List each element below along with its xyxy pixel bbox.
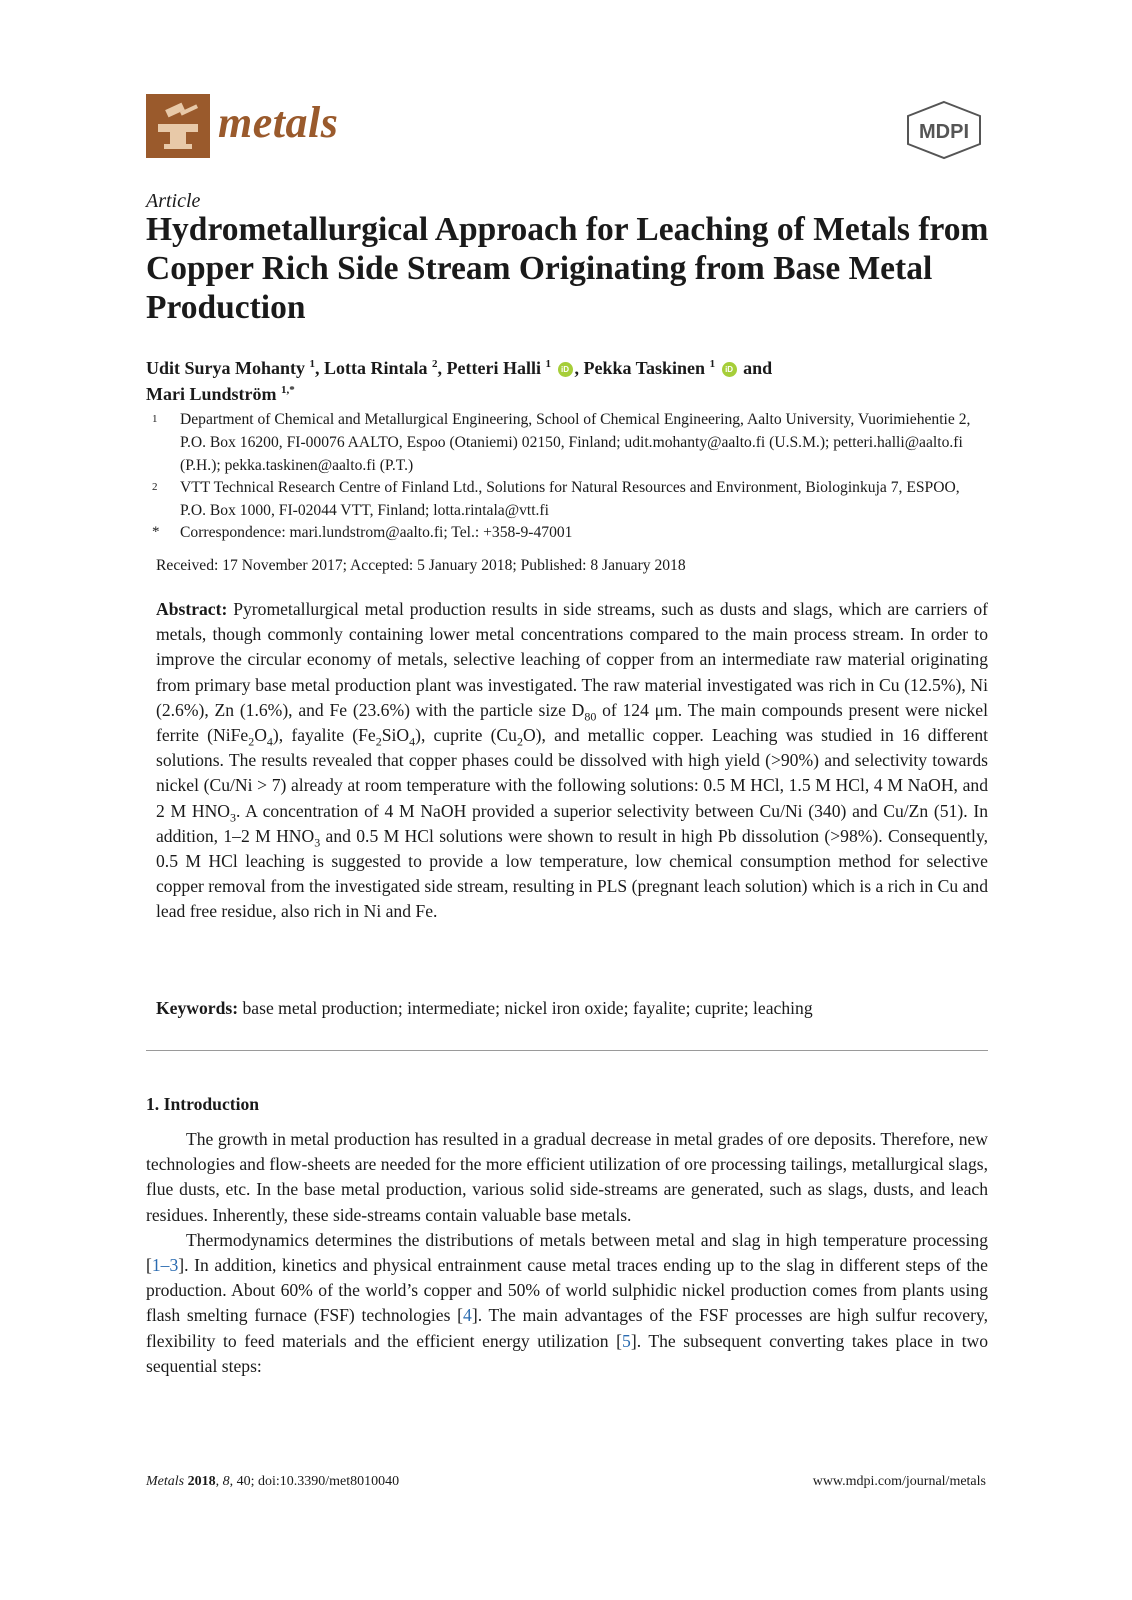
affiliation-text: Department of Chemical and Metallurgical Engineering, School of Chemical Engineering, Aalto University, Vuorimiehentie 2, P.O. Box 16200, FI-00076 AALTO, Espoo (Otaniemi) 02150, Finland; udit.mohanty@aalto.fi (U.S.M.); petteri.halli@aalto.fi (P.H.); pekka.taskinen@aalto.fi (P.T.) [180,411,971,474]
publisher-logo-text: MDPI [919,121,969,143]
author-conjunction: and [743,358,773,378]
orcid-icon[interactable]: iD [722,362,737,377]
author-name: Mari Lundström [146,384,277,404]
section-heading: 1. Introduction [146,1094,260,1114]
reference-link[interactable]: 5 [622,1330,631,1351]
author-list: Udit Surya Mohanty $^1$, Lotta Rintala $^2$, Petteri Halli $^1$ iD , Pekka Taskinen $^1$ iD and Mari Lundström $^{1,*}$ [146,358,773,404]
author-name: Udit Surya Mohanty [146,358,306,378]
keywords-text: base metal production; intermediate; nickel iron oxide; fayalite; cuprite; leaching [242,998,813,1018]
author-affiliation-mark: 1,* [281,384,295,396]
abstract: Abstract: Pyrometallurgical metal production results in side streams, such as dusts and slags, which are carriers of metals, though commonly containing lower metal concentrations compared to the main process stream. In order to improve the circular economy of metals, selective leaching of copper from an intermediate raw material originating from primary base metal production plant was investigated. The raw material investigated was rich in Cu (12.5%), Ni (2.6%), Zn (1.6%), and Fe (23.6%) with the particle size $D_{80}$ of 124 μm. The main compounds present were nickel ferrite $(NiFe_2O_4)$, fayalite $(Fe_2SiO_4)$, cuprite $(Cu_2O)$, and metallic copper. Leaching was studied in 16 different solutions. The results revealed that copper phases could be dissolved with high yield (>90%) and selectivity towards nickel (Cu/Ni > 7) already at room temperature with the following solutions: 0.5 M HCl, 1.5 M HCl, 4 M NaOH, and 2 M $HNO_3$. A concentration of 4 M NaOH provided a superior selectivity between Cu/Ni (340) and Cu/Zn (51). In addition, 1–2 M $HNO_3$ and 0.5 M HCl solutions were shown to result in high Pb dissolution (>98%). Consequently, 0.5 M HCl leaching is suggested to provide a low temperature, low chemical consumption method for selective copper removal from the investigated side stream, resulting in PLS (pregnant leach solution) which is a rich in Cu and lead free residue, also rich in Ni and Fe. [156,599,989,922]
reference-link[interactable]: 1–3 [151,1255,179,1276]
correspondence-text: Correspondence: mari.lundstrom@aalto.fi; Tel.: +358-9-47001 [180,524,573,541]
introduction-body [146,1127,988,1379]
abstract-label: Abstract: [156,599,228,619]
journal-logo-icon [146,94,210,158]
paper-title: Hydrometallurgical Approach for Leaching of Metals from Copper Rich Side Stream Originating from Base Metal Production [146,211,989,326]
article-type: Article [146,190,201,212]
author-affiliation-mark: 1 [709,358,716,370]
keywords [156,996,988,1021]
author-affiliation-mark: 1 [545,358,551,370]
anvil-hammer-icon [146,94,210,158]
author-affiliation-mark: 2 [432,358,438,370]
journal-name: metals [218,98,339,147]
author-name: Pekka Taskinen [583,358,706,378]
intro-paragraph: Thermodynamics determines the distributions of metals between metal and slag in high temperature processing [1–3]. In addition, kinetics and physical entrainment cause metal traces ending up to the slag in different steps of the production. About 60% of the world’s copper and 50% of world sulphidic nickel production comes from plants using flash smelting furnace (FSF) technologies [4]. The main advantages of the FSF processes are high sulfur recovery, flexibility to feed materials and the efficient energy utilization [5]. The subsequent converting takes place in two sequential steps: [146,1229,989,1376]
publisher-logo [904,100,984,160]
footer-citation: Metals 2018, 8, 40; doi:10.3390/met8010040 [146,1474,400,1489]
affiliation-mark: 1 [152,413,158,425]
correspondence-mark: * [152,524,160,540]
author-affiliation-mark: 1 [309,358,316,370]
affiliation-2 [152,476,988,522]
author-name: Petteri Halli [446,358,541,378]
section-divider [146,1050,988,1051]
orcid-icon[interactable]: iD [558,362,573,377]
reference-link[interactable]: 4 [463,1305,472,1326]
keywords-label: Keywords: [156,998,239,1018]
author-name: Lotta Rintala [324,358,428,378]
affiliation-1 [152,408,988,477]
affiliation-text: VTT Technical Research Centre of Finland Ltd., Solutions for Natural Resources and Environment, Biologinkuja 7, ESPOO, P.O. Box 1000, FI-02044 VTT, Finland; lotta.rintala@vtt.fi [180,479,960,519]
publication-dates: Received: 17 November 2017; Accepted: 5 January 2018; Published: 8 January 2018 [156,557,686,574]
affiliation-mark: 2 [152,481,158,493]
footer-url[interactable]: www.mdpi.com/journal/metals [812,1474,986,1489]
intro-paragraph: The growth in metal production has resulted in a gradual decrease in metal grades of ore deposits. Therefore, new technologies and flow-sheets are needed for the more efficient utilization of ore processing tailings, metallurgical slags, flue dusts, etc. In the base metal production, various solid side-streams are generated, such as slags, dusts, and leach residues. Inherently, these side-streams contain valuable base metals. [146,1129,988,1225]
correspondence [152,521,988,544]
